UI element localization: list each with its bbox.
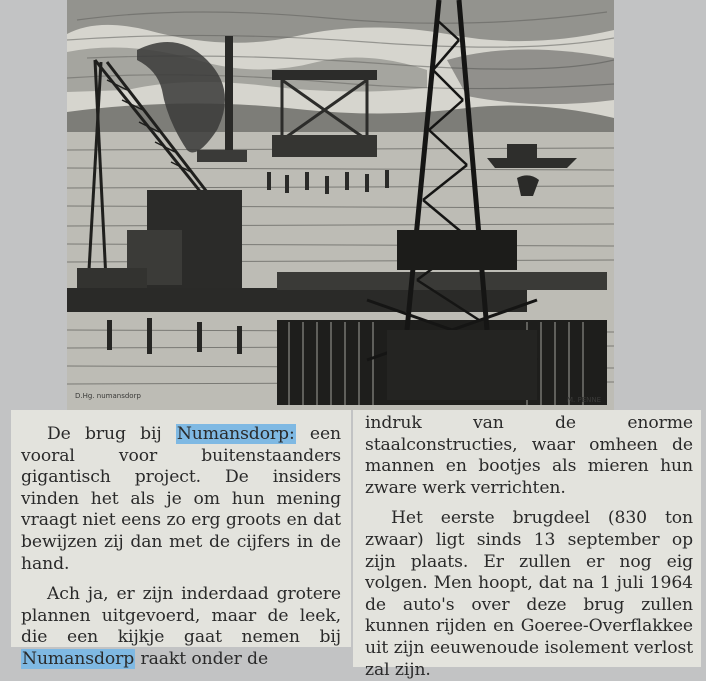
bridge-construction-drawing: [67, 0, 614, 410]
article-column-left: [11, 410, 351, 669]
article-column-right: [353, 410, 701, 680]
highlighted-term: Numansdorp:: [176, 424, 295, 444]
signature-left: D.Hg. numansdorp: [75, 392, 141, 400]
signature-right: M. PENNE: [567, 396, 602, 404]
paragraph-3: Het eerste brugdeel (830 ton zwaar) ligt sinds 13 september op zijn plaats. Er zullen er nog eig volgen. Men hoopt, dat na 1 juli 1964 de auto's over deze brug zullen kunnen rijden en Goeree-Overflakkee uit zijn eeuwenoude isolement verlost zal zijn.: [365, 508, 693, 680]
highlighted-term: Numansdorp: [22, 648, 135, 669]
paragraph-continued: indruk van de enorme staalconstructies, waar omheen de mannen en bootjes als mieren hun zware werk verrichten.: [365, 413, 693, 498]
paragraph-1: De brug bij Numansdorp: een vooral voor buitenstaanders gigantisch project. De insiders vinden het als je om hun mening vraagt niet eens zo erg groots en dat bewijzen zij dan met de cijfers in de hand.: [21, 424, 341, 574]
paragraph-2: Ach ja, er zijn inderdaad grotere plannen uitgevoerd, maar de leek, die een kijkje gaat nemen bij Numansdorp raakt onder de: [21, 584, 341, 669]
article-illustration: [67, 0, 614, 410]
